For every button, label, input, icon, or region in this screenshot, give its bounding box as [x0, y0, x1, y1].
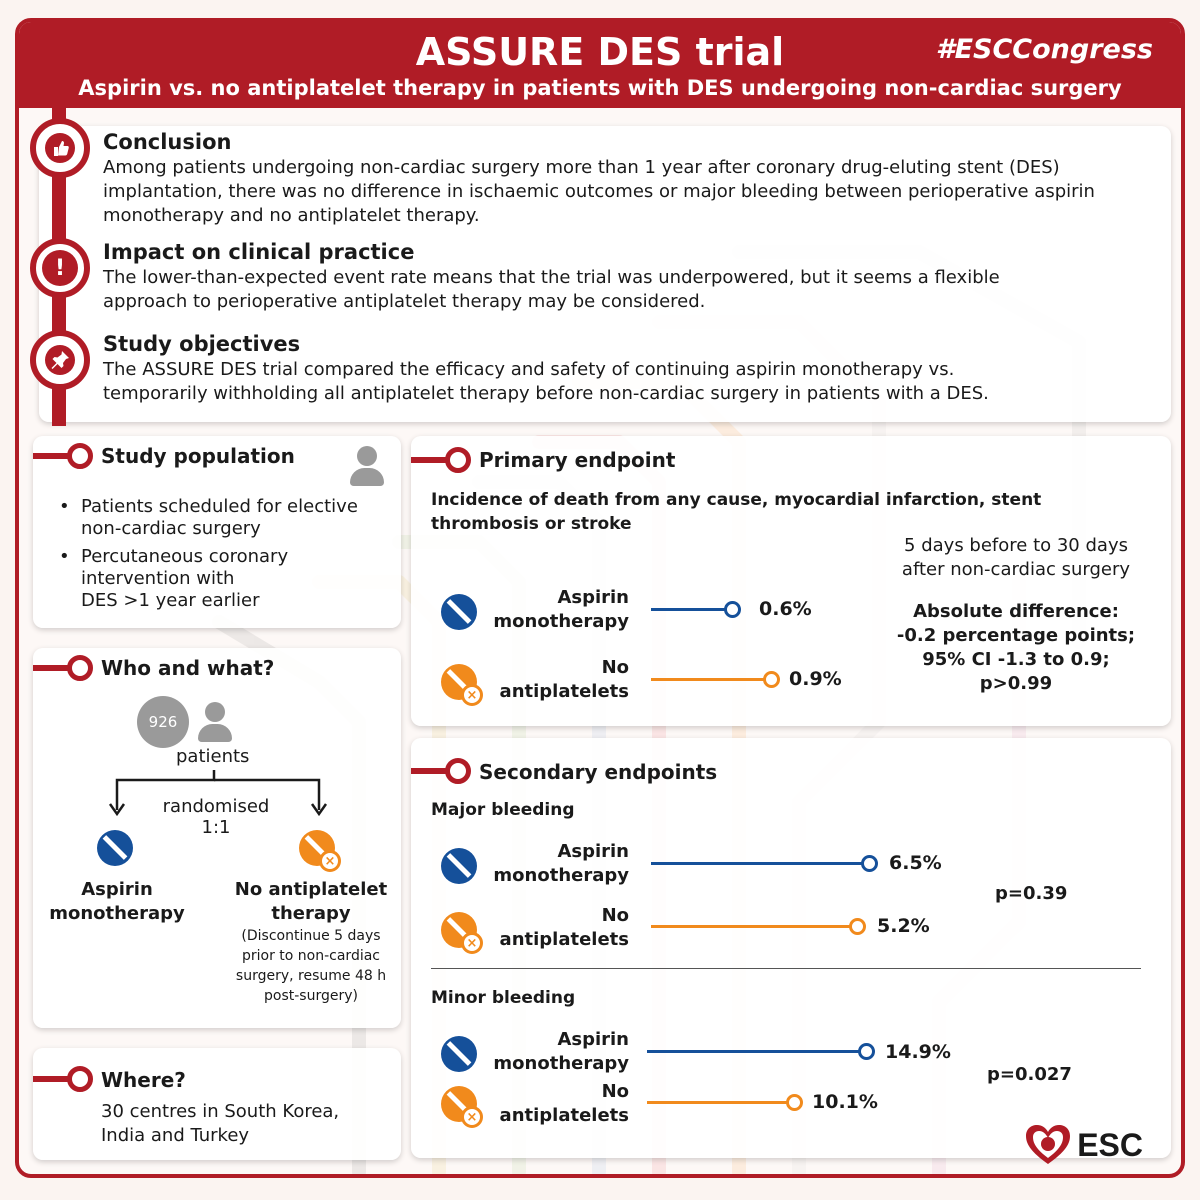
minor-aspirin-bar	[647, 1050, 861, 1053]
pushpin-icon	[30, 330, 90, 390]
divider	[431, 968, 1141, 969]
minor-no-antiplatelet-bar	[647, 1101, 789, 1104]
primary-no-antiplatelet-label: No antiplatelets	[499, 657, 629, 702]
where-ring	[67, 1066, 93, 1092]
patient-count-badge: 926	[137, 696, 189, 748]
primary-endpoint-description: Incidence of death from any cause, myocardial infarction, stent thrombosis or stroke	[431, 490, 1042, 534]
conclusion-text: Among patients undergoing non-cardiac surgery more than 1 year after coronary drug-eluting stent (DES) implantation, there was no difference in ischaemic outcomes or major bleeding between perioperative aspirin monotherapy and no antiplatelet therapy.	[103, 157, 1095, 226]
major-bleeding-p-value: p=0.39	[995, 883, 1068, 904]
primary-no-antiplatelet-bar	[651, 678, 771, 681]
header-banner	[19, 22, 1181, 108]
patients-label: patients	[176, 746, 250, 767]
population-ring	[67, 443, 93, 469]
population-bullet-2: • Percutaneous coronary intervention with DES >1 year earlier	[81, 546, 381, 612]
major-no-antiplatelet-value: 5.2%	[877, 915, 930, 937]
esc-logo-text: ESC	[1077, 1126, 1143, 1163]
impact-text: The lower-than-expected event rate means that the trial was underpowered, but it seems a flexible approach to perioperative antiplatelet therapy may be considered.	[103, 267, 1000, 312]
hashtag: #ESCCongress	[935, 34, 1153, 65]
page-title: ASSURE DES trial	[415, 30, 785, 74]
where-title: Where?	[101, 1068, 186, 1092]
primary-no-antiplatelet-value: 0.9%	[789, 668, 842, 690]
thumbs-up-icon	[30, 118, 90, 178]
minor-aspirin-bar-end	[858, 1043, 875, 1060]
exclamation-icon: !	[30, 238, 90, 298]
minor-bleeding-title: Minor bleeding	[431, 988, 576, 1008]
cross-icon: ×	[461, 932, 483, 954]
objectives-title: Study objectives	[103, 332, 301, 356]
page-subtitle: Aspirin vs. no antiplatelet therapy in patients with DES undergoing non-cardiac surgery	[78, 76, 1122, 100]
who-and-what-title: Who and what?	[101, 656, 275, 680]
major-no-antiplatelet-bar-end	[849, 918, 866, 935]
where-text: 30 centres in South Korea, India and Turkey	[101, 1101, 340, 1146]
arm-no-antiplatelet-note: (Discontinue 5 days prior to non-cardiac surgery, resume 48 h post-surgery)	[235, 928, 387, 1004]
major-aspirin-bar	[651, 862, 866, 865]
primary-no-antiplatelet-bar-end	[763, 671, 780, 688]
objectives-text: The ASSURE DES trial compared the efficacy and safety of continuing aspirin monotherapy vs. temporarily withholding all antiplatelet therapy before non-cardiac surgery in patients with a DES.	[103, 359, 989, 404]
cross-icon: ×	[461, 1106, 483, 1128]
major-bleeding-title: Major bleeding	[431, 800, 575, 820]
major-aspirin-value: 6.5%	[889, 852, 942, 874]
minor-aspirin-value: 14.9%	[885, 1041, 951, 1063]
secondary-endpoints-title: Secondary endpoints	[479, 760, 718, 784]
major-aspirin-label: Aspirin monotherapy	[493, 841, 629, 886]
primary-statistics: Absolute difference: -0.2 percentage points; 95% CI -1.3 to 0.9; p>0.99	[896, 601, 1136, 694]
secondary-ring	[445, 758, 471, 784]
primary-aspirin-value: 0.6%	[759, 598, 812, 620]
randomised-label: randomised 1:1	[162, 796, 270, 838]
heart-logo-icon	[1025, 1124, 1071, 1166]
arm-no-antiplatelet-label: No antiplatelet therapy	[234, 879, 388, 924]
minor-aspirin-label: Aspirin monotherapy	[493, 1029, 629, 1074]
study-population-title: Study population	[101, 444, 295, 468]
arm-aspirin-label: Aspirin monotherapy	[49, 879, 185, 924]
major-aspirin-bar-end	[861, 855, 878, 872]
esc-logo	[1025, 1124, 1143, 1166]
primary-aspirin-bar	[651, 608, 729, 611]
primary-timeframe: 5 days before to 30 days after non-cardiac surgery	[901, 535, 1131, 580]
cross-icon: ×	[461, 684, 483, 706]
primary-aspirin-label: Aspirin monotherapy	[493, 587, 629, 632]
minor-bleeding-p-value: p=0.027	[987, 1064, 1072, 1085]
minor-no-antiplatelet-bar-end	[786, 1094, 803, 1111]
population-bullet-1: • Patients scheduled for elective non-cardiac surgery	[81, 496, 381, 540]
who-ring	[67, 655, 93, 681]
primary-ring	[445, 447, 471, 473]
major-no-antiplatelet-bar	[651, 925, 855, 928]
primary-aspirin-bar-end	[724, 601, 741, 618]
infographic-frame	[15, 18, 1185, 1178]
primary-endpoint-title: Primary endpoint	[479, 448, 676, 472]
conclusion-title: Conclusion	[103, 130, 232, 154]
aspirin-pill-icon	[97, 830, 133, 866]
impact-title: Impact on clinical practice	[103, 240, 415, 264]
minor-no-antiplatelet-value: 10.1%	[812, 1091, 878, 1113]
cross-icon: ×	[319, 850, 341, 872]
minor-no-antiplatelet-label: No antiplatelets	[499, 1081, 629, 1126]
major-no-antiplatelet-label: No antiplatelets	[499, 905, 629, 950]
